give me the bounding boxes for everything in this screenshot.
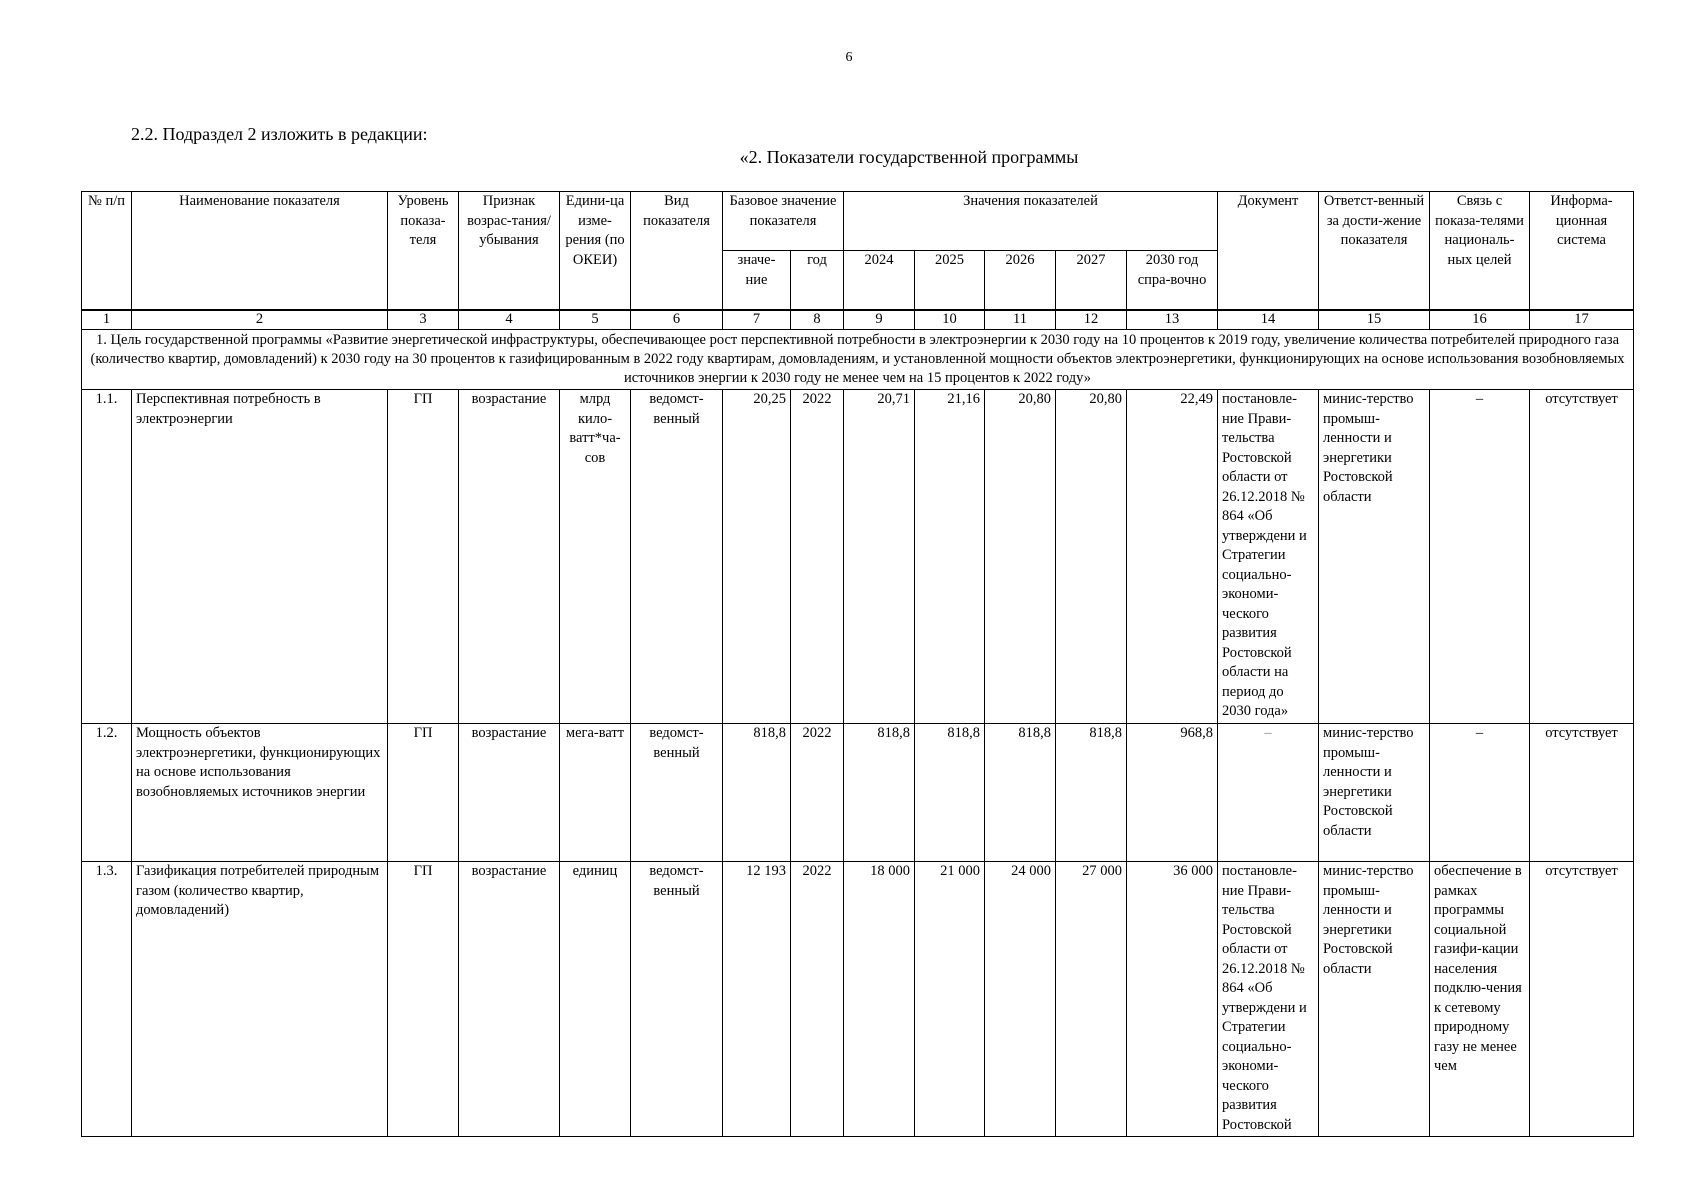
row-value-2027: 818,8: [1056, 724, 1127, 862]
row-sign: возрастание: [459, 724, 560, 862]
column-number: 3: [388, 310, 459, 330]
page-number: 6: [845, 50, 853, 65]
header-year-2025: 2025: [915, 251, 985, 311]
row-value-2025: 21 000: [915, 862, 985, 1137]
table-row: [82, 390, 1634, 724]
header-document: Документ: [1218, 192, 1319, 311]
header-base: Базовое значение показателя: [723, 192, 844, 251]
header-year-2026: 2026: [985, 251, 1056, 311]
row-responsible: минис-терство промыш-ленности и энергетики Ростовской области: [1319, 390, 1430, 724]
row-value-2030: 968,8: [1127, 724, 1218, 862]
column-number: 10: [915, 310, 985, 330]
row-link: –: [1430, 390, 1530, 724]
column-number: 12: [1056, 310, 1127, 330]
header-type: Вид показателя: [631, 192, 723, 311]
row-link: обеспечение в рамках программы социальной газифи-кации населения подклю-чения к сетевому природному газу не менее чем: [1430, 862, 1530, 1137]
header-name: Наименование показателя: [132, 192, 388, 311]
row-level: ГП: [388, 724, 459, 862]
row-value-2024: 20,71: [844, 390, 915, 724]
row-responsible: минис-терство промыш-ленности и энергетики Ростовской области: [1319, 862, 1430, 1137]
header-year-2030: 2030 год спра-вочно: [1127, 251, 1218, 311]
header-level: Уровень показа-теля: [388, 192, 459, 311]
row-base-year: 2022: [791, 724, 844, 862]
row-base-year: 2022: [791, 862, 844, 1137]
column-number: 14: [1218, 310, 1319, 330]
row-value-2024: 818,8: [844, 724, 915, 862]
row-type: ведомст-венный: [631, 724, 723, 862]
row-infosystem: отсутствует: [1530, 390, 1634, 724]
row-name: Перспективная потребность в электроэнергии: [132, 390, 388, 724]
row-link: –: [1430, 724, 1530, 862]
header-base-value: значе-ние: [723, 251, 791, 311]
section-title: «2. Показатели государственной программы: [739, 147, 1079, 167]
header-infosystem: Информа-ционная система: [1530, 192, 1634, 311]
header-unit: Едини-ца изме-рения (по ОКЕИ): [560, 192, 631, 311]
row-value-2027: 20,80: [1056, 390, 1127, 724]
column-number: 7: [723, 310, 791, 330]
row-sign: возрастание: [459, 390, 560, 724]
row-num: 1.3.: [82, 862, 132, 1137]
column-number: 9: [844, 310, 915, 330]
row-level: ГП: [388, 862, 459, 1137]
row-unit: млрд кило-ватт*ча-сов: [560, 390, 631, 724]
header-year-2027: 2027: [1056, 251, 1127, 311]
row-document: –: [1218, 724, 1319, 862]
header-responsible: Ответст-венный за дости-жение показателя: [1319, 192, 1430, 311]
row-base-value: 12 193: [723, 862, 791, 1137]
column-number: 17: [1530, 310, 1634, 330]
header-link: Связь с показа-телями националь-ных целей: [1430, 192, 1530, 311]
row-unit: мега-ватт: [560, 724, 631, 862]
row-value-2026: 818,8: [985, 724, 1056, 862]
column-number: 4: [459, 310, 560, 330]
header-row-1: [82, 192, 1634, 251]
intro-text: 2.2. Подраздел 2 изложить в редакции:: [131, 124, 428, 144]
row-name: Газификация потребителей природным газом (количество квартир, домовладений): [132, 862, 388, 1137]
row-infosystem: отсутствует: [1530, 724, 1634, 862]
row-unit: единиц: [560, 862, 631, 1137]
column-number: 2: [132, 310, 388, 330]
column-number: 8: [791, 310, 844, 330]
row-num: 1.2.: [82, 724, 132, 862]
row-value-2026: 20,80: [985, 390, 1056, 724]
row-value-2026: 24 000: [985, 862, 1056, 1137]
header-values: Значения показателей: [844, 192, 1218, 251]
column-number: 16: [1430, 310, 1530, 330]
row-value-2030: 22,49: [1127, 390, 1218, 724]
column-number: 1: [82, 310, 132, 330]
row-sign: возрастание: [459, 862, 560, 1137]
column-number: 11: [985, 310, 1056, 330]
column-number: 6: [631, 310, 723, 330]
header-base-year: год: [791, 251, 844, 311]
row-base-value: 818,8: [723, 724, 791, 862]
table-row: [82, 862, 1634, 1137]
column-number: 5: [560, 310, 631, 330]
row-value-2025: 818,8: [915, 724, 985, 862]
row-num: 1.1.: [82, 390, 132, 724]
goal-row: [82, 330, 1634, 390]
header-num: № п/п: [82, 192, 132, 311]
row-name: Мощность объектов электроэнергетики, функционирующих на основе использования возобновляемых источников энергии: [132, 724, 388, 862]
goal-text: 1. Цель государственной программы «Развитие энергетической инфраструктуры, обеспечивающее рост перспективной потребности в электроэнергии к 2030 году на 10 процентов к 2019 году, увеличение количества потребителей природного газа (количество квартир, домовладений) к 2030 году на 30 процентов к газифицированным в 2022 году квартирам, домовладениям, и установленной мощности объектов электроэнергетики, функционирующих на основе использования возобновляемых источников энергии к 2030 году не менее чем на 15 процентов к 2022 году»: [82, 330, 1634, 390]
column-number-row: [82, 310, 1634, 330]
row-value-2027: 27 000: [1056, 862, 1127, 1137]
row-document: постановле-ние Прави-тельства Ростовской области от 26.12.2018 № 864 «Об утверждени и Стратегии социально-экономи-ческого развития Ростовской области на период до 2030 года»: [1218, 390, 1319, 724]
row-base-value: 20,25: [723, 390, 791, 724]
column-number: 13: [1127, 310, 1218, 330]
row-type: ведомст-венный: [631, 390, 723, 724]
column-number: 15: [1319, 310, 1430, 330]
header-year-2024: 2024: [844, 251, 915, 311]
row-infosystem: отсутствует: [1530, 862, 1634, 1137]
row-document: постановле-ние Прави-тельства Ростовской области от 26.12.2018 № 864 «Об утверждени и Стратегии социально-экономи-ческого развития Ростовской: [1218, 862, 1319, 1137]
row-type: ведомст-венный: [631, 862, 723, 1137]
row-value-2024: 18 000: [844, 862, 915, 1137]
row-value-2025: 21,16: [915, 390, 985, 724]
table-row: [82, 724, 1634, 862]
row-level: ГП: [388, 390, 459, 724]
indicators-table: [81, 191, 1634, 1137]
row-value-2030: 36 000: [1127, 862, 1218, 1137]
row-base-year: 2022: [791, 390, 844, 724]
header-sign: Признак возрас-тания/ убывания: [459, 192, 560, 311]
row-responsible: минис-терство промыш-ленности и энергетики Ростовской области: [1319, 724, 1430, 862]
